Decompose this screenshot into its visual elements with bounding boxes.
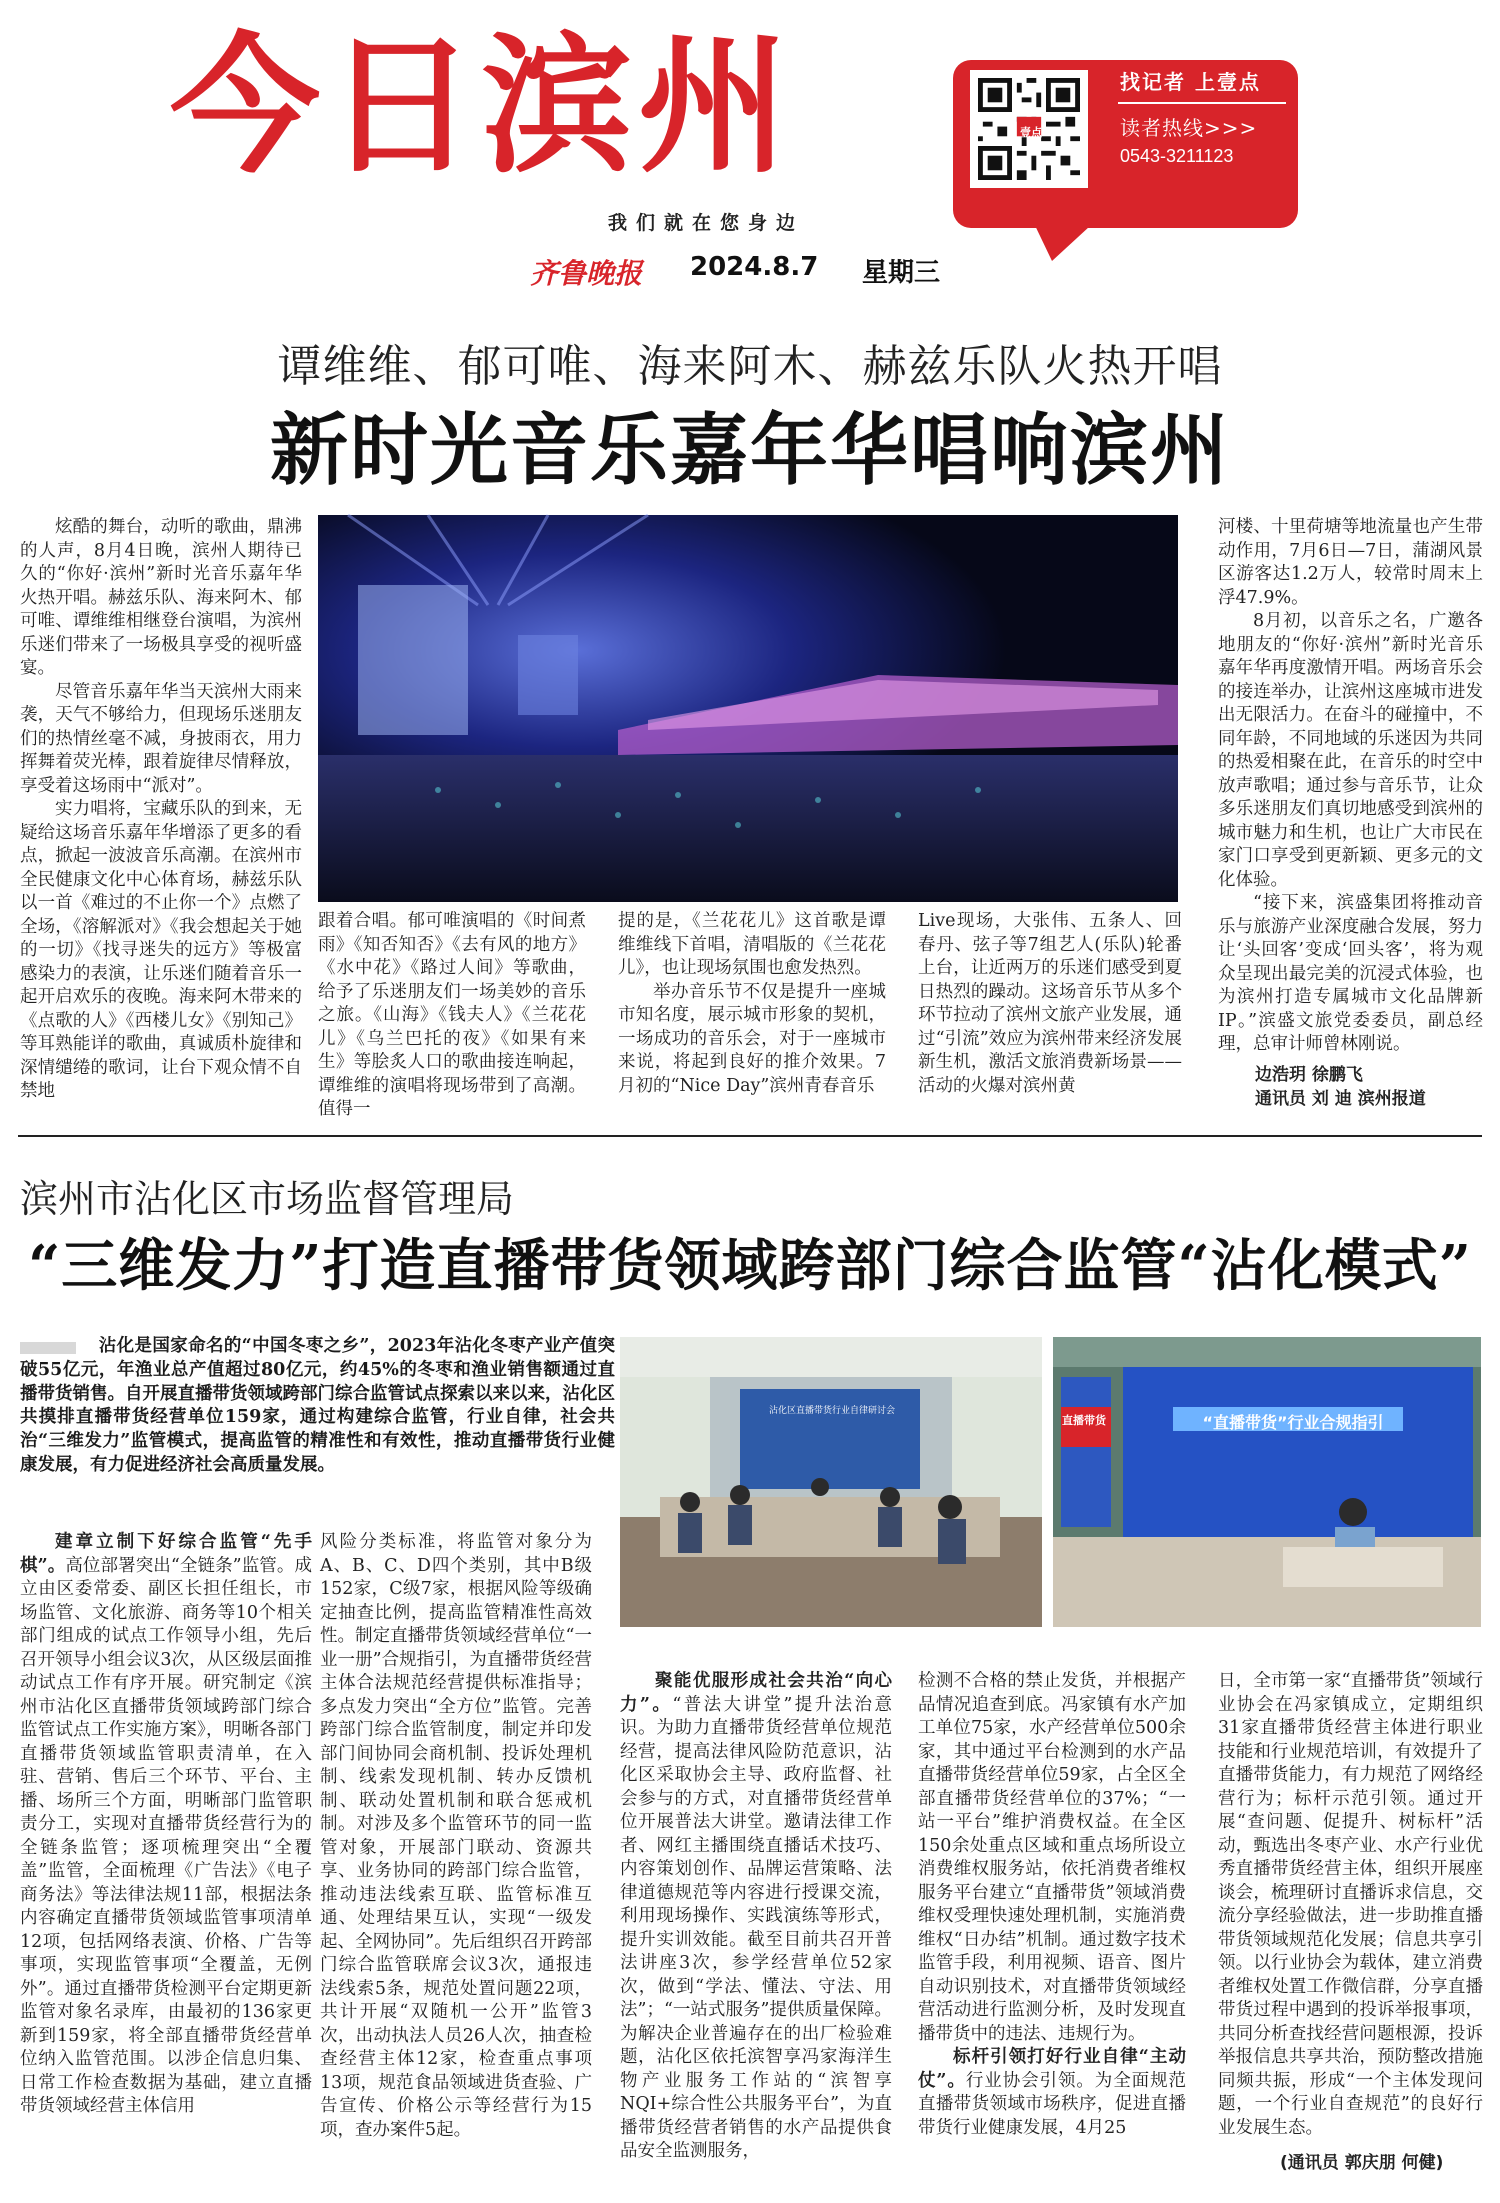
training-side-panel-text: 直播带货 <box>1062 1414 1106 1427</box>
hotline-number[interactable]: 0543-3211123 <box>1120 146 1234 166</box>
story2-column-1 <box>20 1531 312 2171</box>
paragraph: 日，全市第一家“直播带货”领域行业协会在冯家镇成立，定期组织31家直播带货经营主体进行职业技能和行业规范培训，有效提升了直播带货能力，有力规范了网络经营行为；标杆示范引领。通过开展“查问题、促提升、树标杆”活动，甄选出冬枣产业、水产行业优秀直播带货经营主体，组织开展座谈会，梳理研讨直播诉求信息，交流分享经验做法，进一步助推直播带货领域规范化发展；信息共享引领。以行业协会为载体，建立消费者维权处置工作微信群，分享直播带货过程中遇到的投诉举报事项，共同分析查找经营问题根源，投诉举报信息共享共治，预防整改措施同频共振，形成“一个主体发现问题，一个行业自查规范”的良好行业发展生态。 <box>1218 1671 1483 2138</box>
qr-label: 壹点 <box>1020 126 1042 139</box>
issue-weekday: 星期三 <box>862 258 941 288</box>
story1-column-1 <box>20 516 302 1101</box>
paragraph: 跟着合唱。郁可唯演唱的《时间煮雨》《知否知否》《去有风的地方》《水中花》《路过人间》等歌曲，给予了乐迷朋友们一场美妙的音乐之旅。《山海》《钱夫人》《兰花花儿》《乌兰巴托的夜》《如果有来生》等脍炙人口的歌曲接连响起，谭维维的演唱将现场带到了高潮。值得一 <box>318 911 586 1119</box>
section-title-1: 建章立制下好综合监管“先手棋”。 <box>20 1532 312 1576</box>
story2-column-3 <box>620 1670 892 2175</box>
paragraph: 实力唱将，宝藏乐队的到来，无疑给这场音乐嘉年华增添了更多的看点，掀起一波波音乐高潮。在滨州市全民健康文化中心体育场，赫兹乐队以一首《难过的不止你一个》点燃了全场，《溶解派对》《我会想起关于她的一切》《找寻迷失的远方》等极富感染力的表演，让乐迷们随着音乐一起开启欢乐的夜晚。海来阿木带来的《点歌的人》《西楼儿女》《别知己》等耳熟能详的歌曲，真诚质朴旋律和深情缱绻的歌词，让台下观众情不自禁地 <box>20 799 302 1101</box>
lead-paragraph: 沾化是国家命名的“中国冬枣之乡”，2023年沾化冬枣产业产值突破55亿元，年渔业总产值超过80亿元，约45%的冬枣和渔业销售额通过直播带货销售。自开展直播带货领域跨部门综合监管试点探索以来以来，沾化区共摸排直播带货经营单位159家，通过构建综合监管，行业自律，社会共治“三维发力”监管模式，提高监管的精准性和有效性，推动直播带货行业健康发展，有力促进经济社会高质量发展。 <box>20 1336 615 1475</box>
story2-column-4 <box>918 1670 1186 2175</box>
paragraph: 检测不合格的禁止发货，并根据产品情况追查到底。冯家镇有水产加工单位75家，水产经营单位500余家，其中通过平台检测到的水产品直播带货经营单位59家，占全区全部直播带货经营单位的37%；“一站一平台”维护消费权益。在全区150余处重点区域和重点场所设立消费维权服务站，依托消费者维权服务平台建立“直播带货”领域消费维权受理快速处理机制，实施消费维权“日办结”机制。通过数字技术监管手段，利用视频、语音、图片自动识别技术，对直播带货领域经营活动进行监测分析，及时发现直播带货中的违法、违规行为。 <box>918 1671 1186 2044</box>
story1-column-5 <box>1218 516 1483 1061</box>
paragraph: 炫酷的舞台，动听的歌曲，鼎沸的人声，8月4日晚，滨州人期待已久的“你好·滨州”新时光音乐嘉年华火热开唱。赫兹乐队、海来阿木、郁可唯、谭维维相继登台演唱，为滨州乐迷们带来了一场极具享受的视听盛宴。 <box>20 517 302 678</box>
section-title-2: 聚能优服形成社会共治“向心力”。 <box>620 1671 892 1715</box>
story2-kicker: 滨州市沾化区市场监督管理局 <box>20 1177 515 1221</box>
masthead-title: 今日滨州 <box>170 20 795 194</box>
story2-headline: “三维发力”打造直播带货领域跨部门综合监管“沾化模式” <box>28 1233 1472 1299</box>
story2-lead <box>20 1335 615 1478</box>
story1-column-4 <box>918 910 1182 1100</box>
paragraph: “接下来，滨盛集团将推动音乐与旅游产业深度融合发展，努力让‘头回客’变成‘回头客’，将为观众呈现出最完美的沉浸式体验，也为滨州打造专属城市文化品牌新IP。”滨盛文旅党委委员，副总经理，总审计师曾林刚说。 <box>1218 893 1483 1054</box>
bubble-text-2: 读者热线>>> <box>1120 116 1258 140</box>
story2-column-2 <box>320 1531 592 2171</box>
paragraph <box>20 1531 312 2119</box>
paragraph: 河楼、十里荷塘等地流量也产生带动作用，7月6日—7日，蒲湖风景区游客达1.2万人，较常时周末上浮47.9%。 <box>1218 517 1483 608</box>
story1-byline-2: 通讯员 刘 迪 滨州报道 <box>1255 1089 1426 1109</box>
story1-byline-1: 边浩玥 徐鹏飞 <box>1255 1065 1363 1085</box>
meeting-photo <box>620 1337 1042 1627</box>
paragraph: Live现场，大张伟、五条人、回春丹、弦子等7组艺人(乐队)轮番上台，让近两万的乐迷们感受到夏日热烈的躁动。这场音乐节从多个环节拉动了滨州文旅产业发展，通过“引流”效应为滨州带来经济发展新生机，激活文旅消费新场景——活动的火爆对滨州黄 <box>918 911 1182 1096</box>
bubble-text-1: 找记者 上壹点 <box>1120 70 1261 94</box>
paragraph: 风险分类标准，将监管对象分为A、B、C、D四个类别，其中B级152家，C级7家，根据风险等级确定抽查比例，提高监管精准性高效性。制定直播带货领域经营单位“一业一册”合规指引，为直播带货经营主体合法规范经营提供标准指导；多点发力突出“全方位”监管。完善跨部门综合监管制度，制定并印发部门间协同会商机制、投诉处理机制、线索发现机制、转办反馈机制、联动处置机制和联合惩戒机制。对涉及多个监管环节的同一监管对象，开展部门联动、资源共享、业务协同的跨部门综合监管，推动违法线索互联、监管标准互通、处理结果互认，实现“一级发起、全网协同”。先后组织召开跨部门综合监管联席会议3次，通报违法线索5条，规范处置问题22项，共计开展“双随机一公开”监管3次，出动执法人员26人次，抽查检查经营主体12家，检查重点事项13项，规范食品领域进货查验、广告宣传、价格公示等经营行为15项，查办案件5起。 <box>320 1532 592 2140</box>
paragraph-body: “普法大讲堂”提升法治意识。为助力直播带货经营单位规范经营，提高法律风险防范意识，沾化区采取协会主导、政府监督、社会参与的方式，对直播带货经营单位开展普法大讲堂。邀请法律工作者、网红主播围绕直播话术技巧、内容策划创作、品牌运营策略、法律道德规范等内容进行授课交流，利用现场操作、实践演练等形式，提升实训效能。截至目前共召开普法讲座3次，参学经营单位52家次，做到“学法、懂法、守法、用法”；“一站式服务”提供质量保障。为解决企业普遍存在的出厂检验难题，沾化区依托滨智享冯家海洋生物产业服务工作站的“滨智享NQI+综合性公共服务平台”，为直播带货经营者销售的水产品提供食品安全监测服务， <box>620 1694 892 2161</box>
masthead-slogan: 我们就在您身边 <box>608 212 805 234</box>
paragraph: 举办音乐节不仅是提升一座城市知名度，展示城市形象的契机，一场成功的音乐会，对于一座城市来说，将起到良好的推介效果。7月初的“Nice Day”滨州青春音乐 <box>618 981 886 1096</box>
paper-logo: 齐鲁晚报 <box>530 257 643 290</box>
concert-photo <box>318 515 1178 902</box>
paragraph-body: 行业协会引领。为全面规范直播带货领域市场秩序，促进直播带货行业健康发展，4月25 <box>918 2070 1186 2138</box>
story2-column-5 <box>1218 1670 1483 2140</box>
paragraph <box>620 1670 892 2164</box>
section-divider <box>18 1135 1482 1137</box>
paragraph: 8月初，以音乐之名，广邀各地朋友的“你好·滨州”新时光音乐嘉年华再度激情开唱。两场音乐会的接连举办，让滨州这座城市进发出无限活力。在奋斗的碰撞中，不同年龄，不同地域的乐迷因为共同的热爱相聚在此，在音乐的时空中放声歌唱；通过参与音乐节，让众多乐迷朋友们真切地感受到滨州的城市魅力和生机，也让广大市民在家门口享受到更新颖、更多元的文化体验。 <box>1218 611 1483 890</box>
bubble-divider <box>1118 102 1286 104</box>
story2-byline: (通讯员 郭庆朋 何健) <box>1280 2153 1444 2173</box>
paragraph: 提的是，《兰花花儿》这首歌是谭维维线下首唱，清唱版的《兰花花儿》，也让现场氛围也愈发热烈。 <box>618 911 886 978</box>
story1-column-3 <box>618 910 886 1100</box>
paragraph: 尽管音乐嘉年华当天滨州大雨来袭，天气不够给力，但现场乐迷朋友们的热情丝毫不减，身披雨衣，用力挥舞着荧光棒，跟着旋律尽情释放，享受着这场雨中“派对”。 <box>20 681 302 796</box>
issue-date: 2024.8.7 <box>690 252 819 282</box>
story1-column-2 <box>318 910 586 1119</box>
meeting-screen-text: 沾化区直播带货行业自律研讨会 <box>768 1406 895 1416</box>
training-photo <box>1053 1337 1481 1627</box>
bubble-tail <box>1030 215 1102 261</box>
story1-headline: 新时光音乐嘉年华唱响滨州 <box>269 405 1230 496</box>
section-title-3: 标杆引领打好行业自律“主动仗”。 <box>918 2047 1186 2091</box>
paragraph-body: 高位部署突出“全链条”监管。成立由区委常委、副区长担任组长，市场监管、文化旅游、商务等10个相关部门组成的试点工作领导小组，先后召开领导小组会议3次，从区级层面推动试点工作有序开展。研究制定《滨州市沾化区直播带货领域跨部门综合监管试点工作实施方案》，明晰各部门直播带货领域监管职责清单，在入驻、营销、售后三个环节、平台、主播、场所三个方面，明晰部门监管职责分工，实现对直播带货经营行为的全链条监管；逐项梳理突出“全覆盖”监管，全面梳理《广告法》《电子商务法》等法律法规11部，根据法条内容确定直播带货领域监管事项清单12项，包括网络表演、价格、广告等事项，实现监管事项“全覆盖，无例外”。通过直播带货检测平台定期更新监管对象名录库，由最初的136家更新到159家，将全部直播带货经营单位纳入监管范围。以涉企信息归集、日常工作检查数据为基础，建立直播带货领域经营主体信用 <box>20 1555 312 2116</box>
training-screen-text: “直播带货”行业合规指引 <box>1202 1413 1384 1432</box>
story1-subheadline: 谭维维、郁可唯、海来阿木、赫兹乐队火热开唱 <box>277 341 1223 392</box>
lead-marker <box>20 1340 80 1356</box>
paragraph <box>918 2046 1186 2140</box>
